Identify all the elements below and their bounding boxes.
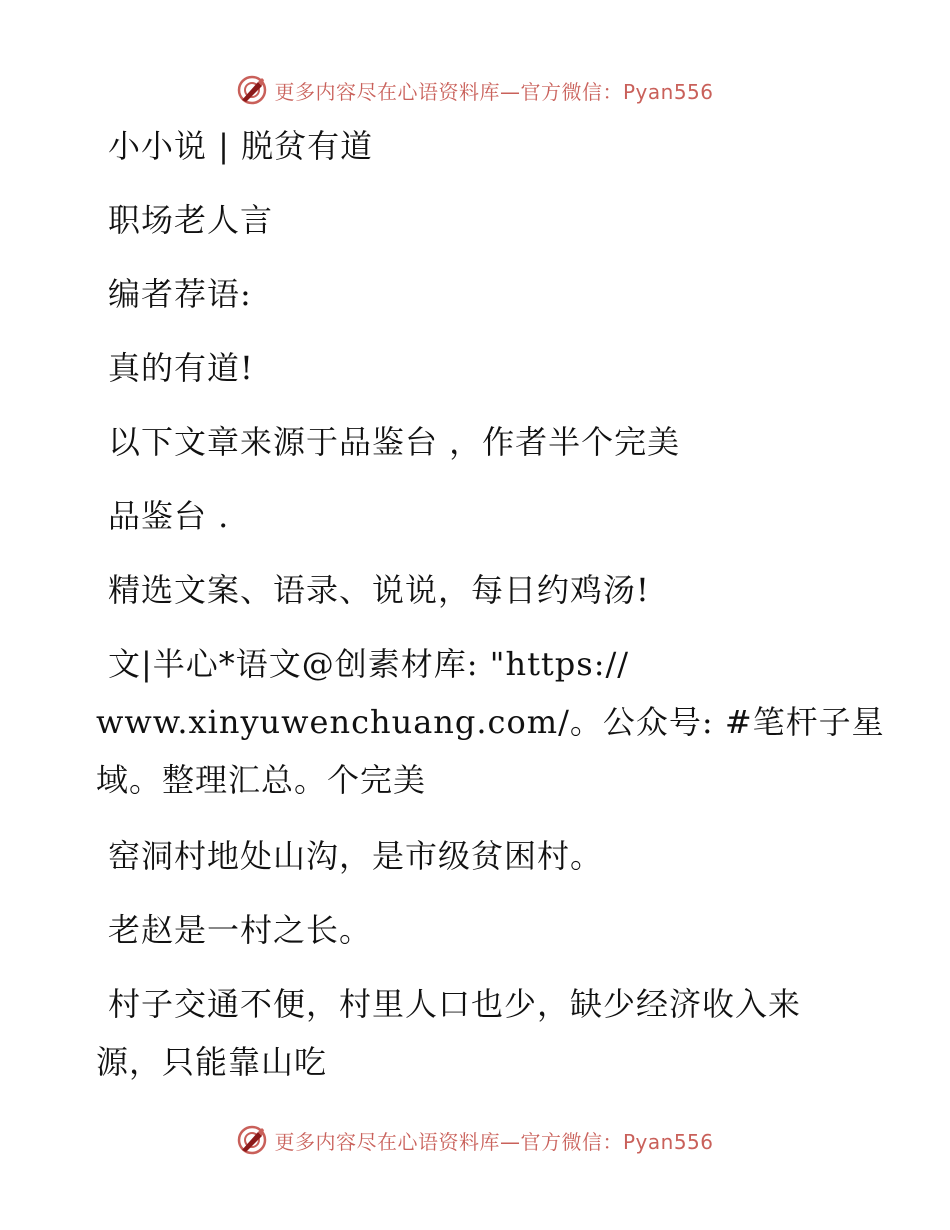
doc-title: 小小说 | 脱贫有道 [108,127,374,165]
footer-banner-text: 更多内容尽在心语资料库—官方微信：Pyan556 [274,1129,714,1154]
footer-banner [0,1120,950,1160]
header-banner-text: 更多内容尽在心语资料库—官方微信：Pyan556 [274,79,714,104]
doc-paragraph-line: 窑洞村地处山沟，是市级贫困村。 [108,837,604,875]
doc-source-name: 品鉴台 . [108,497,230,535]
header-brand: Pyan556 [622,79,714,104]
doc-paragraph-line: 老赵是一村之长。 [108,911,373,949]
header-banner [0,70,950,110]
doc-editor-note: 真的有道! [108,349,254,387]
doc-author: 职场老人言 [108,201,274,239]
red-pen-logo-icon [236,74,268,106]
doc-paragraph-line: 域。整理汇总。个完美 [96,761,427,799]
doc-paragraph-line: 源，只能靠山吃 [96,1043,328,1081]
doc-paragraph-line: 文|半心*语文@创素材库: "https:// [108,645,630,683]
doc-source: 以下文章来源于品鉴台 ，作者半个完美 [108,423,681,461]
doc-source-desc: 精选文案、语录、说说，每日约鸡汤! [108,571,650,609]
footer-brand: Pyan556 [622,1129,714,1154]
doc-editor-label: 编者荐语: [108,275,252,313]
doc-paragraph-line: 村子交通不便，村里人口也少，缺少经济收入来 [108,985,802,1023]
doc-paragraph-line: www.xinyuwenchuang.com/。公众号: #笔杆子星 [96,703,885,741]
red-pen-logo-icon [236,1124,268,1156]
